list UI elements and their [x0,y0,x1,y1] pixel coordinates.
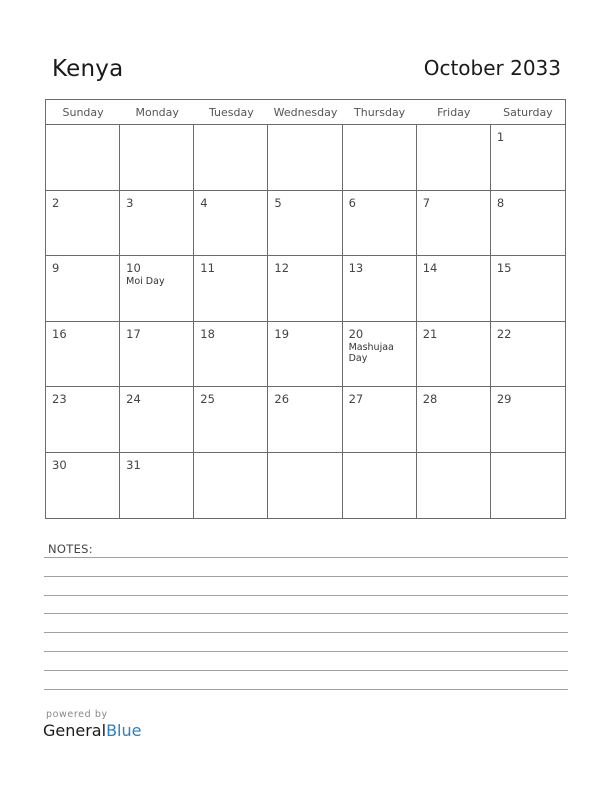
day-cell-23[interactable] [46,387,120,452]
weekday-tuesday: Tuesday [208,105,254,119]
generalblue-logo[interactable] [43,721,141,740]
day-cell-19[interactable] [268,322,342,387]
day-cell-22[interactable] [491,322,565,387]
brand-blue: Blue [106,721,142,740]
day-cell-12[interactable] [268,256,342,321]
empty-day-cell[interactable] [268,125,342,190]
day-cell-26[interactable] [268,387,342,452]
empty-day-cell[interactable] [343,453,417,519]
empty-day-cell[interactable] [417,453,491,519]
holiday-label: Moi Day [126,276,165,287]
day-cell-5[interactable] [268,191,342,256]
day-cell-13[interactable] [343,256,417,321]
week-row [46,322,565,388]
day-cell-11[interactable] [194,256,268,321]
week-row [46,191,565,257]
weeks-container [46,125,565,518]
note-line [44,651,568,652]
empty-day-cell[interactable] [417,125,491,190]
empty-day-cell[interactable] [194,125,268,190]
empty-day-cell[interactable] [491,453,565,519]
week-row [46,387,565,453]
powered-by-text: powered by [46,709,108,720]
day-number: 12 [274,261,290,275]
weekday-friday: Friday [437,105,471,119]
day-cell-9[interactable] [46,256,120,321]
day-number: 2 [52,195,60,210]
day-number: 4 [200,195,208,210]
country-title: Kenya [52,56,124,82]
day-number: 15 [496,261,512,275]
day-number: 14 [422,261,438,275]
holiday-label: Mashujaa Day [348,341,394,364]
day-number: 13 [348,261,364,275]
day-cell-31[interactable] [120,453,194,519]
day-number: 23 [52,392,67,406]
weekday-saturday: Saturday [503,105,553,119]
day-cell-7[interactable] [417,191,491,256]
day-number: 16 [52,326,67,341]
day-cell-8[interactable] [491,191,565,256]
calendar-grid [45,99,566,519]
day-cell-20[interactable] [343,322,417,387]
notes-label: NOTES: [48,542,93,556]
empty-day-cell[interactable] [194,453,268,519]
week-row [46,453,565,519]
day-number: 31 [126,457,141,472]
day-number: 25 [200,392,215,406]
week-row [46,125,565,191]
day-number: 20 [348,326,364,341]
weekday-sunday: Sunday [62,105,104,119]
day-number: 26 [274,392,290,406]
note-line [44,670,568,671]
day-cell-2[interactable] [46,191,120,256]
empty-day-cell[interactable] [120,125,194,190]
note-line [44,632,568,633]
day-cell-16[interactable] [46,322,120,387]
note-line [44,613,568,614]
day-number: 5 [274,195,282,210]
day-number: 22 [496,326,512,341]
day-cell-30[interactable] [46,453,120,519]
weekday-monday: Monday [135,105,179,119]
day-cell-3[interactable] [120,191,194,256]
day-number: 28 [422,392,438,406]
day-number: 21 [422,326,438,341]
day-cell-10[interactable] [120,256,194,321]
brand-general: General [43,721,107,740]
note-line [44,576,568,577]
note-line [44,595,568,596]
day-cell-25[interactable] [194,387,268,452]
day-number: 7 [422,195,431,210]
day-number: 10 [126,261,141,275]
day-number: 6 [348,195,356,210]
day-cell-17[interactable] [120,322,194,387]
empty-day-cell[interactable] [46,125,120,190]
day-cell-1[interactable] [491,125,565,190]
empty-day-cell[interactable] [268,453,342,519]
day-number: 30 [52,457,67,472]
day-cell-24[interactable] [120,387,194,452]
day-cell-21[interactable] [417,322,491,387]
weekday-wednesday: Wednesday [273,105,338,119]
day-cell-4[interactable] [194,191,268,256]
day-cell-6[interactable] [343,191,417,256]
weekday-thursday: Thursday [354,105,406,119]
empty-day-cell[interactable] [343,125,417,190]
day-number: 17 [126,326,141,341]
day-number: 19 [274,326,290,341]
day-cell-15[interactable] [491,256,565,321]
day-number: 1 [496,130,505,144]
day-number: 11 [200,261,215,275]
day-cell-28[interactable] [417,387,491,452]
day-cell-27[interactable] [343,387,417,452]
day-number: 18 [200,326,215,341]
day-number: 9 [52,261,60,275]
day-cell-29[interactable] [491,387,565,452]
day-number: 8 [496,195,505,210]
note-line [44,689,568,690]
day-cell-18[interactable] [194,322,268,387]
day-cell-14[interactable] [417,256,491,321]
day-number: 29 [496,392,512,406]
week-row [46,256,565,322]
weekday-header-row [46,100,565,125]
day-number: 24 [126,392,141,406]
month-year-title: October 2033 [423,56,561,80]
note-line [44,557,568,558]
day-number: 3 [126,195,134,210]
day-number: 27 [348,392,364,406]
